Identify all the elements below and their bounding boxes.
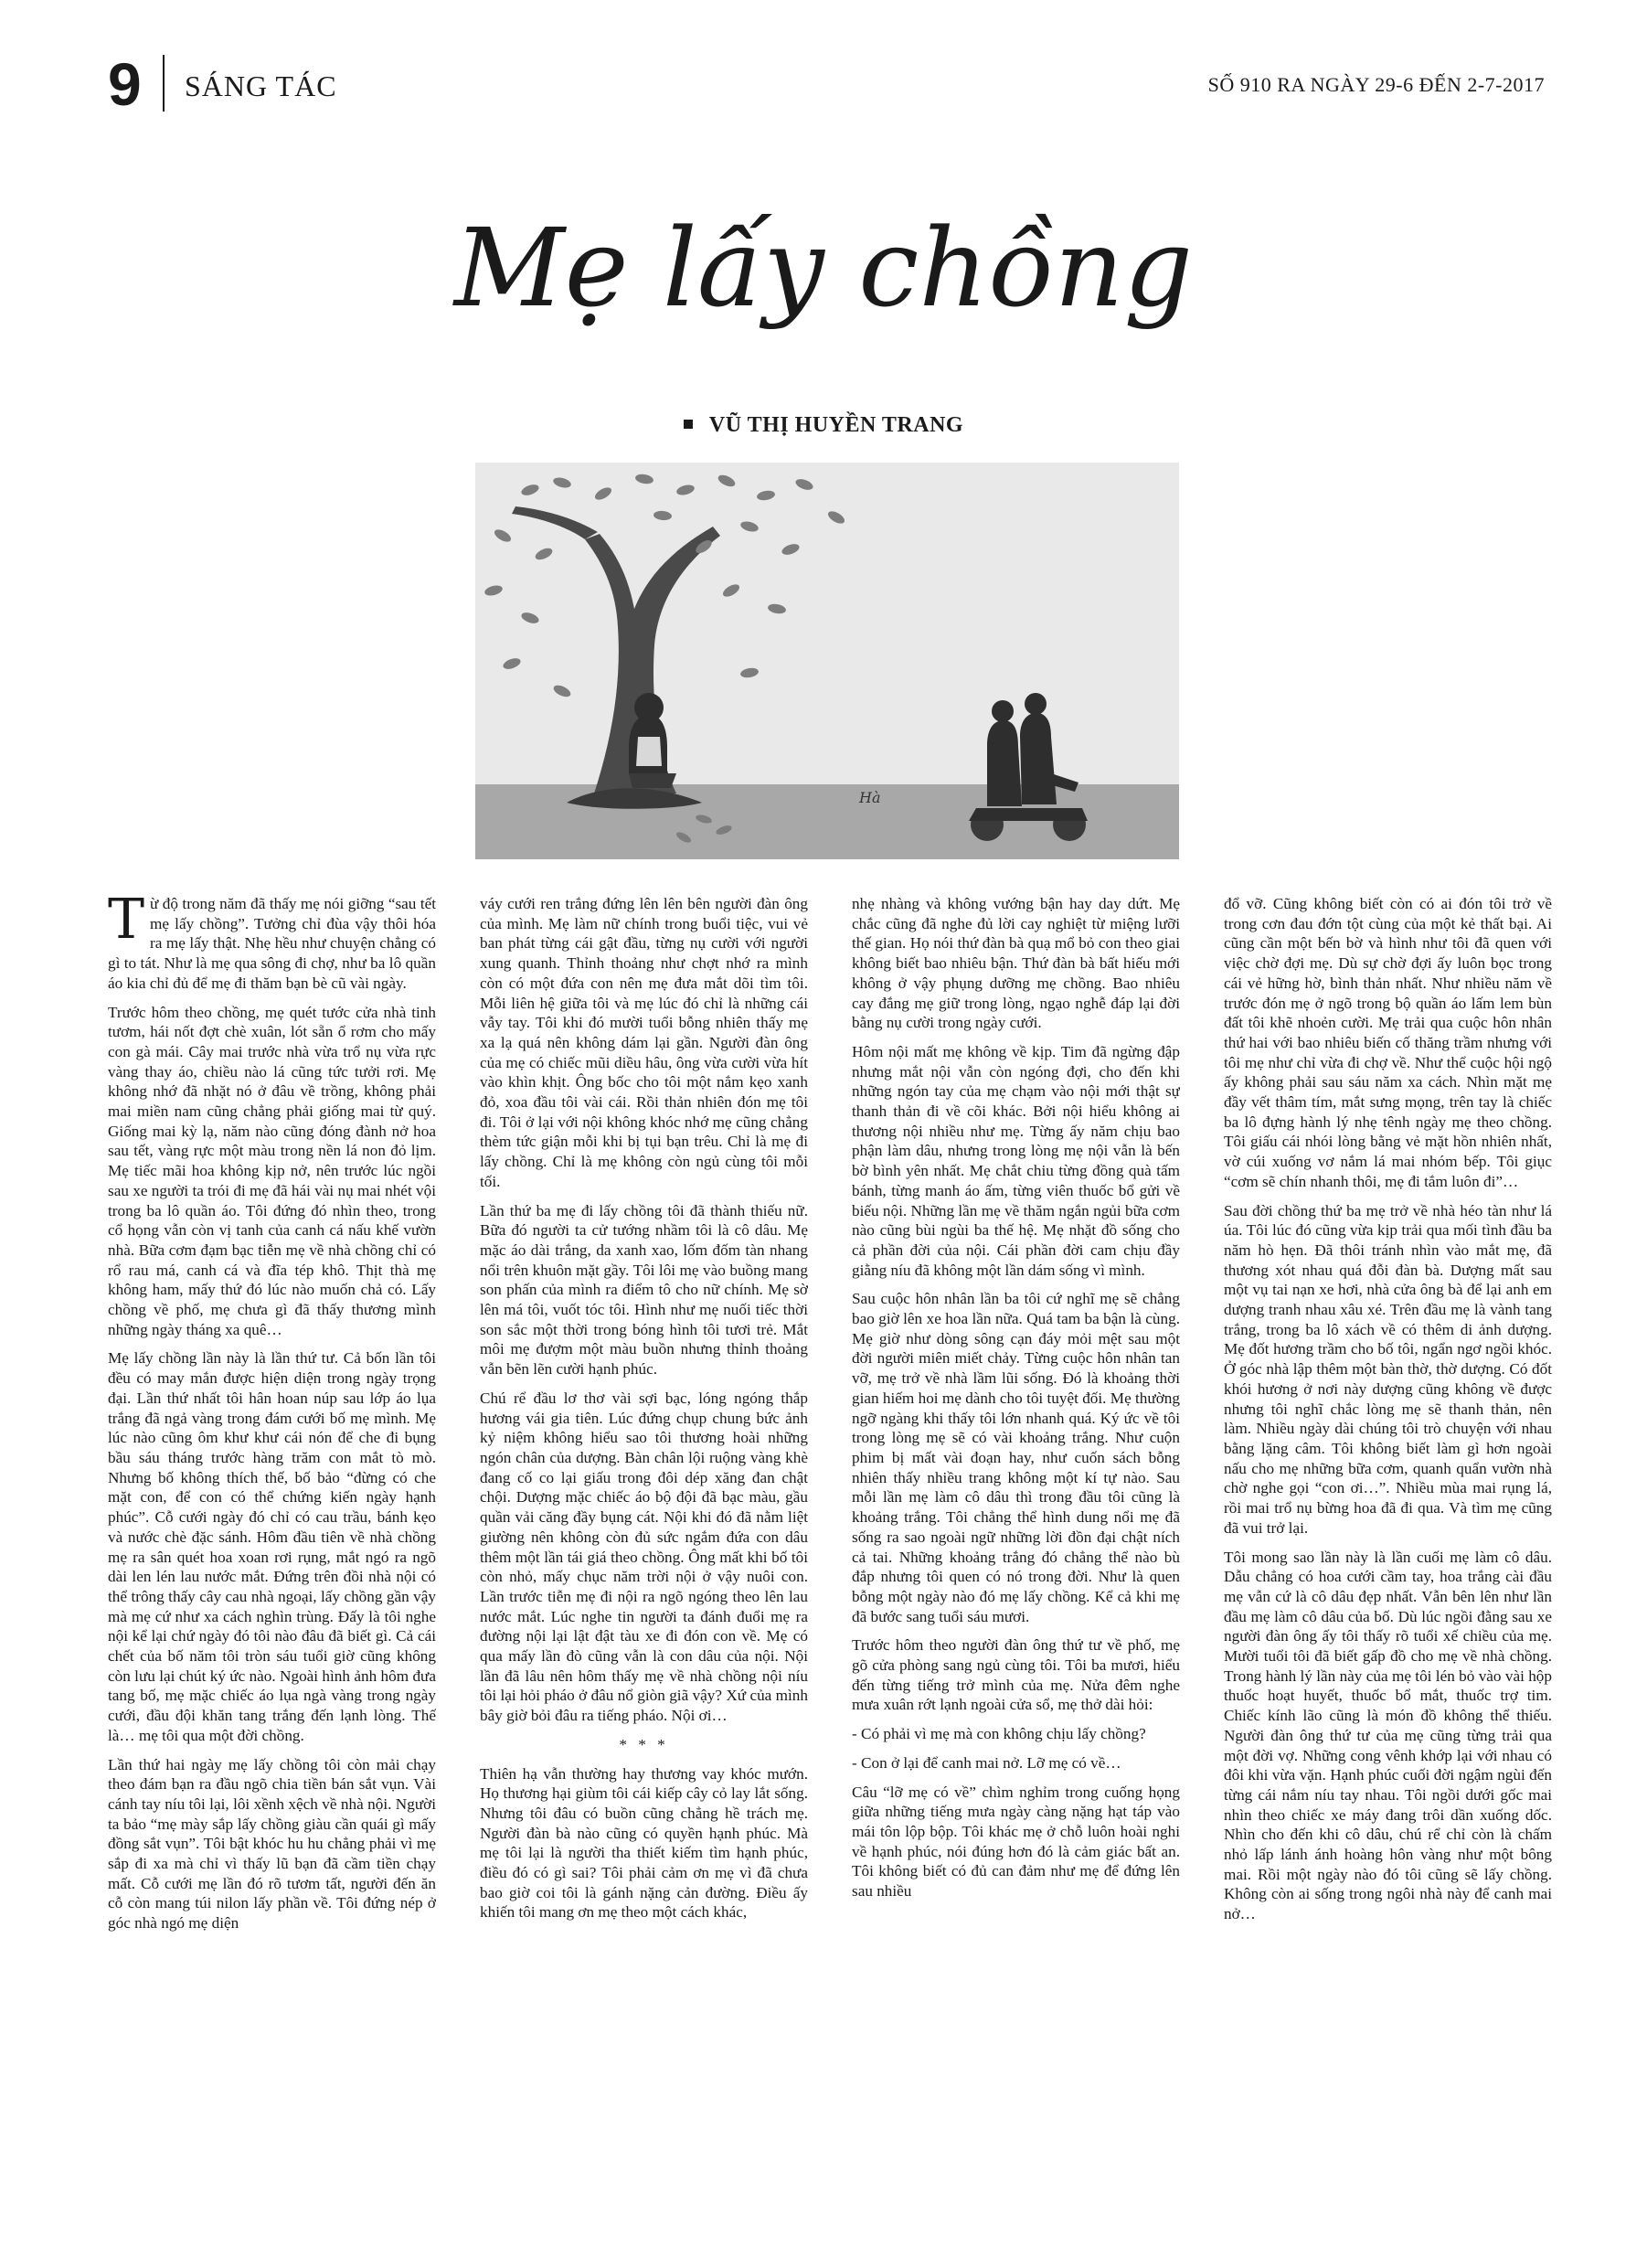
paragraph: Chú rể đầu lơ thơ vài sợi bạc, lóng ngóng thắp hương vái gia tiên. Lúc đứng chụp chung bức ảnh kỷ niệm không hiểu sao tôi thương hoài những ngón chân của dượng. Bàn chân lội ruộng vàng khè đang cố co lại giấu trong đôi dép xăng đan chật chội. Dượng mặc chiếc áo bộ đội đã bạc màu, gầu quần vải căng đầy bụng cát. Nội khi đó đã nằm liệt giường nên không còn đủ sức ngắm đứa con dâu thêm một lần tái giá theo chồng. Ông mất khi bố tôi còn nhỏ, mấy chục năm trời nội ở vậy nuôi con. Lần trước tiễn mẹ đi nội ra ngõ ngóng theo lên lau nước mắt. Lúc nghe tin người ta đánh đuổi mẹ ra đường nội lại lật đật tàu xe đi đón con về. Mẹ có qua mấy lần đò cũng vẫn là con dâu của nội. Nội lần đã lâu nên hôm thấy mẹ về nhà chồng nội níu tôi lại hỏi pháo ở đâu nổ giòn giã vậy? Xứ của mình bây giờ bỏi đâu ra tiếng pháo. Nội ơi… — [480, 1389, 808, 1725]
header-divider — [163, 55, 165, 112]
author-name: VŨ THỊ HUYỀN TRANG — [708, 413, 964, 437]
paragraph: Sau đời chồng thứ ba mẹ trở về nhà héo tàn như lá úa. Tôi lúc đó cũng vừa kịp trải qua mối tình đầu ba năm hò hẹn. Đã thôi tránh nhìn vào mắt mẹ, đã thương xót nhau quá đỗi đàn bà. Dượng mất sau một vụ tai nạn xe hơi, nhà cửa ông bà để lại anh em dượng tranh nhau xâu xé. Trên đầu mẹ là vành tang trắng, trong ba lô xách về có thêm di ảnh dượng. Mẹ đốt hương trầm cho bố tôi, ngẩn ngơ ngồi khóc. Ở góc nhà lập thêm một bàn thờ, thờ dượng. Có đốt khói hương ở nơi này dượng cũng không về được nhưng tôi nghĩ chắc lòng mẹ sẽ thanh thản, nên làm. Nhiều ngày dài chúng tôi trò chuyện với nhau bằng lặng câm. Tôi không biết làm gì hơn ngoài nấu cho mẹ những bữa cơm, quanh quẩn vườn nhà chờ nghe gọi “con ơi…”. Nhiều mùa mai rụng lá, rồi mai trổ nụ bừng hoa đã đi qua. Và tìm mẹ cũng đã vui trở lại. — [1224, 1201, 1552, 1537]
illustration-signature: Hà — [859, 789, 881, 806]
dialogue-line: - Có phải vì mẹ mà con không chịu lấy chồng? — [852, 1725, 1146, 1743]
column-2 — [480, 894, 808, 2201]
paragraph: Sau cuộc hôn nhân lần ba tôi cứ nghĩ mẹ sẽ chẳng bao giờ lên xe hoa lần nữa. Quá tam ba bận là cùng. Mẹ giờ như dòng sông cạn đáy mỏi mệt sau một đời người miên miết chảy. Từng cuộc hôn nhân tan vỡ, mẹ trở về nhà lầm lũi sống. Đó là khoảng thời gian hiếm hoi mẹ dành cho tôi tuyệt đối. Mẹ thường ngỡ ngàng khi thấy tôi lớn nhanh quá. Ký ức về tôi trong lòng mẹ sẽ có vài khoảng trắng. Như cuộn phim bị mất vài đoạn hay, như cuốn sách bỗng nhiên thấy nhiều trang không một kí tự nào. Sau mỗi lần mẹ làm cô dâu thì trong đầu tôi cũng là khoảng trắng. Tôi chẳng thể hình dung nổi mẹ đã sống ra sao ngoài ngữ những lời đồn đại chật ních cả tai. Những khoảng trắng đó chẳng thể nào bù đắp nhưng tôi quen có nó trong đời. Như là quen bỗng một ngày nào đó mẹ lấy chồng. Kể cả khi mẹ đã bước sang tuổi sáu mươi. — [852, 1290, 1180, 1625]
issue-info: SỐ 910 RA NGÀY 29-6 ĐẾN 2-7-2017 — [1207, 73, 1545, 96]
paragraph: Trước hôm theo chồng, mẹ quét tước cửa nhà tinh tươm, hái nốt đợt chè xuân, lót sẵn ổ rơm cho mấy con gà mái. Cây mai trước nhà vừa trổ nụ vừa rực vàng thay áo, chiều nào lá cũng tức tưởi rơi. Mẹ không nhớ đã nhặt nó ở đâu về trồng, không phải mai miền nam cũng chẳng phải giống mai từ quý. Giống mai kỳ lạ, năm nào cũng đóng đành nở hoa sau tết, vàng rực một màu trong nền lá non đỏ lịm. Mẹ tiếc mãi hoa không kịp nở, nên trước lúc ngồi sau xe người ta trói đi mẹ đã hái vài nụ mai nhét vội trong ba lô quần áo. Tôi đứng đó nhìn theo, trong cổ họng vẫn còn vị tanh của canh cá nấu khế vườn nhà. Bữa cơm đạm bạc tiễn mẹ về nhà chồng chỉ có rổ rau má, canh cá và đĩa tép khô. Thịt thà mẹ không ham, mấy thứ đó lúc nào muốn chả có. Lấy chồng về phố, mẹ chưa gì đã thấy thương mình những ngày tháng xa quê… — [108, 1003, 436, 1338]
paragraph: Câu “lỡ mẹ có về” chìm nghỉm trong cuống họng giữa những tiếng mưa ngày càng nặng hạt táp vào mái tôn lộp bộp. Tôi khác mẹ ở chỗ luôn hoài nghi về hạnh phúc, nói đúng hơn đó là cảm giác bất an. Tôi không biết có đủ can đảm như mẹ để đứng lên sau nhiều — [852, 1783, 1180, 1901]
paragraph: nhẹ nhàng và không vướng bận hay day dứt. Mẹ chắc cũng đã nghe đủ lời cay nghiệt từ miệng lưỡi thế gian. Họ nói thứ đàn bà quạ mổ bỏ con theo giai không biết bao nhiêu bận. Thứ đàn bà bất hiếu mới không ở vậy phụng dưỡng mẹ chồng. Bao nhiêu cay đắng mẹ giữ trong lòng, ngạo nghễ đáp lại đời bằng nụ cười trong ngày cưới. — [852, 895, 1180, 1032]
paragraph: Lần thứ ba mẹ đi lấy chồng tôi đã thành thiếu nữ. Bữa đó người ta cử tướng nhầm tôi là cô dâu. Mẹ mặc áo dài trắng, da xanh xao, lốm đốm tàn nhang nổi trên khuôn mặt gầy. Tôi lôi mẹ vào buồng mang son phấn của mình ra điểm tô cho nữ chính. Mẹ sờ lên má tôi, vuốt tóc tôi. Hình như mẹ nuối tiếc thời son sắc một thời trong bóng hình tôi tươi trẻ. Mắt môi mẹ đượm một màu buồn nhưng thỉnh thoảng vẫn bẽn lẽn cười hạnh phúc. — [480, 1201, 808, 1379]
paragraph: Từ độ trong năm đã thấy mẹ nói giỡng “sau tết mẹ lấy chồng”. Tưởng chỉ đùa vậy thôi hóa ra mẹ lấy thật. Nhẹ hều như chuyện chẳng có gì to tát. Như là mẹ qua sông đi chợ, như ba lô quần áo kia chỉ đủ để mẹ đi thăm bạn bè cũ vài ngày. — [108, 894, 436, 992]
bullet-square-icon — [684, 420, 693, 429]
article-body — [108, 894, 1552, 2201]
paragraph: Thiên hạ vẫn thường hay thương vay khóc mướn. Họ thương hại giùm tôi cái kiếp cây cỏ lay lắt sống. Nhưng tôi đâu có buồn cũng chẳng hề trách mẹ. Người đàn bà nào cũng có quyền hạnh phúc. Mà mẹ tôi lại là người tha thiết kiếm tìm hạnh phúc, điều đó có gì sai? Tôi phải cảm ơn mẹ vì đã chưa bao giờ coi tôi là gánh nặng cản đường. Điều ấy khiến tôi mang ơn mẹ theo một cách khác, — [480, 1764, 808, 1922]
page-number: 9 — [108, 50, 142, 118]
section-name: SÁNG TÁC — [185, 69, 337, 102]
paragraph: Hôm nội mất mẹ không về kịp. Tim đã ngừng đập nhưng mắt nội vẫn còn ngóng đợi, cho đến khi những ngón tay của mẹ chạm vào nội mới thật sự thanh thản đi về cõi khác. Bởi nội hiểu không ai thương nội nhiều như mẹ. Từng ấy năm chịu bao phận làm dâu, nhưng trong lòng mẹ nội vẫn là bến bờ bình yên nhất. Mẹ chắt chiu từng đồng quà tấm bánh, từng manh áo ấm, từng viên thuốc bổ gửi về biếu nội. Những lần mẹ về thăm ngắn ngủi bữa cơm nào cũng bùi ngùi ba thế hệ. Mẹ nhặt đồ sống cho cả phần đời của nội. Cái phần đời cam chịu đầy giằng níu đã không một lần dám sống vì mình. — [852, 1042, 1180, 1279]
paragraph: Tôi mong sao lần này là lần cuối mẹ làm cô dâu. Dẫu chẳng có hoa cưới cầm tay, hoa trắng cài đầu mẹ vẫn cứ là cô dâu đẹp nhất. Vẫn bên lên như lần đầu mẹ làm cô dâu của bố. Dù lúc ngồi đằng sau xe người đàn ông ấy tôi thấy rõ tuổi xế chiều của mẹ. Mười tuổi tôi đã biết gấp đồ cho mẹ về nhà chồng. Trong hành lý lần này của mẹ tôi lén bỏ vào vài hộp thuốc hoạt huyết, thuốc bổ mắt, thuốc trợ tim. Chiếc kính lão cũng là món đồ không thể thiếu. Người đàn ông thứ tư của mẹ cũng từng trải qua một đời vợ. Những cong vênh khớp lại với nhau có đôi khi vừa vặn. Hạnh phúc cuối đời ngậm ngùi đến từng cái nắm níu tay nhau. Tôi ngồi dưới gốc mai nhìn theo chiếc xe máy đang trôi dần xuống dốc. Nhìn cho đến khi cô dâu, chú rể chỉ còn là chấm nhỏ lấp lánh ánh hoàng hôn vàng như một bông mai. Rồi một ngày nào đó tôi cũng sẽ lấy chồng. Không còn ai sống trong ngôi nhà này để canh mai nở… — [1224, 1548, 1552, 1923]
dropcap: T — [108, 894, 145, 952]
article-illustration — [475, 463, 1179, 859]
column-3 — [852, 894, 1180, 2201]
column-4 — [1224, 894, 1552, 2201]
page-header — [108, 48, 1545, 121]
article-title: Mẹ lấy chồng — [453, 205, 1194, 331]
section-separator: * * * — [619, 1735, 669, 1753]
article-author — [0, 413, 1647, 438]
paragraph: Lần thứ hai ngày mẹ lấy chồng tôi còn mải chạy theo đám bạn ra đầu ngõ chia tiền bán sắt vụn. Vài cánh tay níu tôi lại, lôi xềnh xệch về nhà nội. Người ta bảo “mẹ mày sắp lấy chồng giàu cần quái gì mấy đồng sắt vụn”. Tôi bật khóc hu hu chẳng phải vì mẹ sắp đi xa mà chỉ vì thấy lũ bạn đã cầm tiền chạy mất. Cỗ cưới mẹ lần đó rõ tươm tất, người đến ăn cỗ còn mang túi nilon lấy phần về. Tôi đứng nép ở góc nhà ngó mẹ diện — [108, 1755, 436, 1933]
paragraph: Trước hôm theo người đàn ông thứ tư về phố, mẹ gõ cửa phòng sang ngủ cùng tôi. Tôi ba mươi, hiểu đến từng tiếng trở mình của mẹ. Nửa đêm nghe mưa xuân rớt lạnh ngoài cửa sổ, mẹ thở dài hỏi: — [852, 1636, 1180, 1714]
paragraph: váy cưới ren trắng đứng lên lên bên người đàn ông của mình. Mẹ làm nữ chính trong buổi tiệc, vui vẻ ban phát từng cái gật đầu, từng nụ cười với người xung quanh. Thỉnh thoảng như chợt nhớ ra mình còn có một đứa con nên mẹ đưa mắt dõi tìm tôi. Mỗi liên hệ giữa tôi và mẹ lúc đó chỉ là những cái vẫy tay. Tôi khi đó mười tuổi bỗng nhiên thấy mẹ xa lạ quá nên không dám lại gần. Người đàn ông của mẹ có chiếc mũi diều hâu, ông vừa cười vừa hít vào khìn khịt. Ông bốc cho tôi một nắm kẹo xanh đỏ, xoa đầu tôi vài cái. Rồi thản nhiên đón mẹ tôi đi. Tôi ở lại với nội không khóc nhớ mẹ cũng chẳng thèm tức giận mỗi khi bị tụi bạn trêu. Chỉ là mẹ đi lấy chồng. Chỉ là mẹ không còn ngủ cùng tôi mỗi tối. — [480, 895, 808, 1190]
column-1 — [108, 894, 436, 2201]
paragraph: đổ vỡ. Cũng không biết còn có ai đón tôi trở về trong cơn đau đớn tột cùng của một kẻ thất bại. Ai cũng cần một bến bờ và hình như tôi đã quen với việc chờ đợi mẹ. Dù sự chờ đợi ấy luôn bọc trong cái vẻ hững hờ, bình thản nhất. Như nhiều năm về trước đón mẹ ở ngõ trong bộ quần áo lấm lem bùn đất tôi khẽ nhoẻn cười. Mẹ trải qua cuộc hôn nhân thứ hai với bao nhiêu biến cố thăng trầm nhưng với tôi mẹ như chỉ vừa đi chợ về. Như thể cuộc hội ngộ ấy không phải sau sáu năm xa cách. Nhìn mặt mẹ đầy vết thâm tím, mắt sưng mọng, trên tay là chiếc ba lô đựng hành lý nhẹ tênh ngày mẹ theo chồng. Tôi giấu cái nhói lòng bằng vẻ mặt hồn nhiên nhất, vờ cúi xuống vơ nắm lá mai nhóm bếp. Tôi giục “cơm sẽ chín nhanh thôi, mẹ đi tắm luôn đi”… — [1224, 895, 1552, 1190]
paragraph: Mẹ lấy chồng lần này là lần thứ tư. Cả bốn lần tôi đều có may mắn được hiện diện trong ngày trọng đại. Lần thứ nhất tôi hân hoan núp sau lớp áo lụa trắng đã ngả vàng trong đám cưới bố mẹ mình. Mẹ lúc nào cũng ôm khư khư cái nón để che đi bụng bầu sáu tháng trước hàng trăm con mắt tò mò. Nhưng bố không thích thế, bố bảo “đừng có che mặt con, để con có thể chứng kiến ngày hạnh phúc”. Cỗ cưới ngày đó chỉ có cau trầu, bánh kẹo và nước chè đặc sánh. Hôm đầu tiên về nhà chồng mẹ ra sân quét hoa xoan rơi rụng, mắt ngó ra ngõ dài len lén lau nước mắt. Đứng trên đồi nhà nội có thể trông thấy cây cau nhà ngoại, lấy chồng gần vậy mà mẹ cứ như xa cách nghìn trùng. Đấy là tôi nghe nội kể lại chứ ngày đó tôi nào đâu đã biết gì. Cả cái chết của bố năm tôi tròn sáu tuổi giờ cũng không còn lưu lại chút ký ức nào. Ngoài hình ảnh hôm đưa tang bố, mẹ mặc chiếc áo lụa ngà vàng trong ngày cưới, đầu đội khăn tang trắng đến lạnh lòng. Thế là… mẹ tôi qua một đời chồng. — [108, 1349, 436, 1744]
dialogue-line: - Con ở lại để canh mai nở. Lỡ mẹ có về… — [852, 1753, 1121, 1772]
